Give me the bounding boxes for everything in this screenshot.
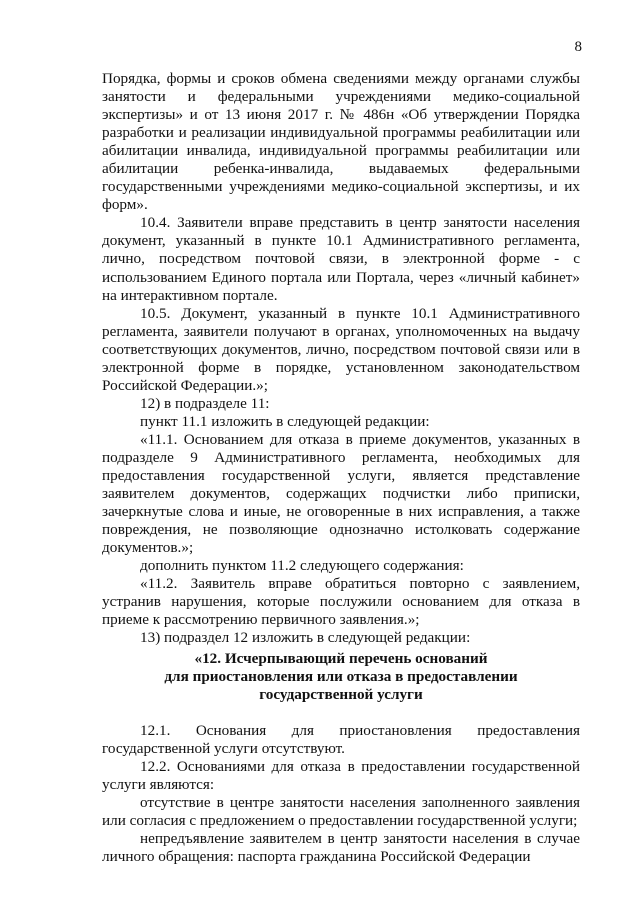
section-heading-line: для приостановления или отказа в предоставлении (164, 667, 518, 685)
paragraph: «11.2. Заявитель вправе обратиться повторно с заявлением, устранив нарушения, которые послужили основанием для отказа в приеме к рассмотрению первичного заявления.»; (102, 575, 580, 629)
paragraph: 13) подраздел 12 изложить в следующей редакции: (140, 629, 471, 647)
spacer (102, 704, 580, 722)
paragraph: 12.2. Основаниями для отказа в предоставлении государственной услуги являются: (102, 758, 580, 794)
page-number: 8 (574, 39, 582, 55)
paragraph: Порядка, формы и сроков обмена сведениями между органами службы занятости и федеральными учреждениями медико-социальной экспертизы» и от 13 июня 2017 г. № 486н «Об утверждении Порядка разработки и реализации индивидуальной программы реабилитации или абилитации инвалида, индивидуальной программы реабилитации или абилитации ребенка-инвалида, выдаваемых федеральными государственными учреждениями медико-социальной экспертизы, и их форм». (102, 70, 580, 214)
paragraph: дополнить пунктом 11.2 следующего содержания: (140, 557, 464, 575)
document-body (102, 70, 580, 866)
paragraph: пункт 11.1 изложить в следующей редакции: (140, 412, 430, 430)
paragraph: 12) в подразделе 11: (140, 394, 270, 412)
section-heading-line: государственной услуги (259, 685, 423, 703)
section-heading (102, 650, 580, 705)
paragraph: 10.4. Заявители вправе представить в центр занятости населения документ, указанный в пункте 10.1 Административного регламента, лично, посредством почтовой связи, в электронной форме - с использованием Единого портала или Портала, через «личный кабинет» на интерактивном портале. (102, 214, 580, 304)
paragraph: «11.1. Основанием для отказа в приеме документов, указанных в подразделе 9 Административного регламента, необходимых для предоставления государственной услуги, является представление заявителем документов, содержащих подчистки либо приписки, зачеркнутые слова и иные, не оговоренные в них исправления, а также повреждения, не позволяющие однозначно истолковать содержание документов.»; (102, 430, 580, 557)
paragraph: отсутствие в центре занятости населения заполненного заявления или согласия с предложением о предоставлении государственной услуги; (102, 794, 580, 830)
paragraph: 12.1. Основания для приостановления предоставления государственной услуги отсутствуют. (102, 722, 580, 758)
paragraph: непредъявление заявителем в центр занятости населения в случае личного обращения: паспорта гражданина Российской Федерации (102, 830, 580, 866)
section-heading-line: «12. Исчерпывающий перечень оснований (194, 649, 488, 667)
paragraph: 10.5. Документ, указанный в пункте 10.1 Административного регламента, заявители получают в органах, уполномоченных на выдачу соответствующих документов, лично, посредством почтовой связи или в электронной форме в порядке, установленном законодательством Российской Федерации.»; (102, 304, 580, 394)
